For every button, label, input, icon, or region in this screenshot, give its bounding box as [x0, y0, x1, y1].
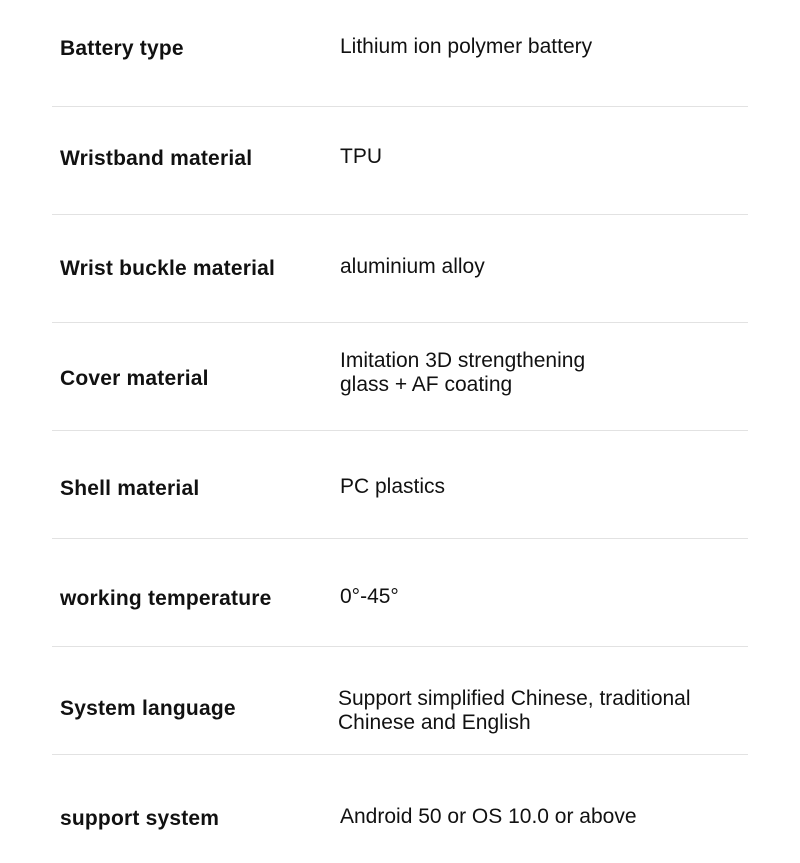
spec-row-wristband-material — [52, 107, 748, 215]
spec-table — [52, 0, 748, 863]
spec-label: Battery type — [60, 37, 184, 60]
spec-value — [340, 585, 399, 609]
spec-value-line: Android 50 or OS 10.0 or above — [340, 805, 637, 828]
spec-row-working-temperature — [52, 539, 748, 647]
spec-value — [340, 349, 585, 397]
spec-value-line: glass + AF coating — [340, 373, 513, 396]
spec-label: support system — [60, 807, 220, 830]
spec-value-line: 0°-45° — [340, 585, 399, 608]
spec-value-line: aluminium alloy — [340, 255, 485, 278]
spec-row-wrist-buckle-material — [52, 215, 748, 323]
spec-value-line: TPU — [340, 145, 382, 168]
spec-value — [340, 145, 382, 169]
spec-label: Wrist buckle material — [60, 257, 276, 280]
spec-label: System language — [60, 697, 236, 720]
spec-label: working temperature — [60, 587, 272, 610]
spec-value — [340, 35, 592, 59]
spec-row-shell-material — [52, 431, 748, 539]
spec-row-support-system — [52, 755, 748, 863]
spec-value-line: PC plastics — [340, 475, 446, 498]
spec-value — [340, 255, 485, 279]
spec-label: Cover material — [60, 367, 209, 390]
spec-value — [338, 687, 691, 735]
spec-row-cover-material — [52, 323, 748, 431]
spec-value-line: Lithium ion polymer battery — [340, 35, 593, 58]
spec-value-line: Chinese and English — [338, 711, 531, 734]
spec-row-battery-type — [52, 0, 748, 107]
spec-value — [340, 805, 637, 829]
spec-value-line: Imitation 3D strengthening — [340, 349, 586, 372]
spec-label: Wristband material — [60, 147, 253, 170]
spec-value-line: Support simplified Chinese, traditional — [338, 687, 691, 710]
spec-value — [340, 475, 445, 499]
spec-row-system-language — [52, 647, 748, 755]
spec-label: Shell material — [60, 477, 200, 500]
